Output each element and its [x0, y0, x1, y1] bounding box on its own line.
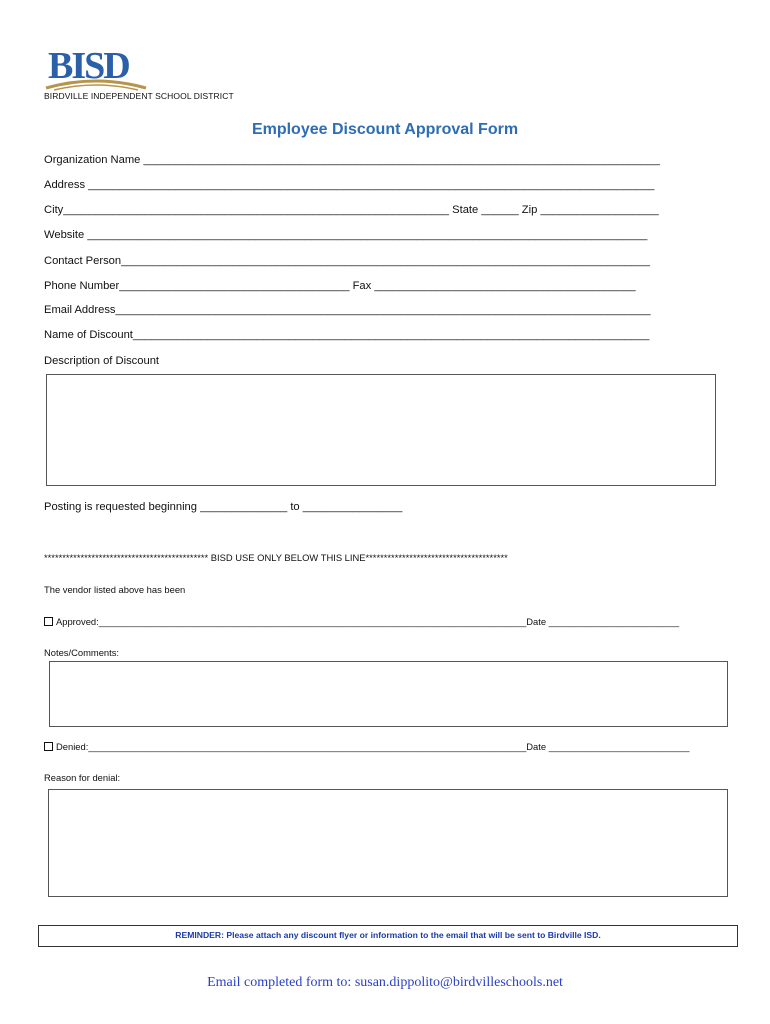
phone-fax-field[interactable]: Phone Number_____________________________________ Fax __________________________________________: [44, 280, 636, 292]
website-field[interactable]: Website __________________________________________________________________________________________: [44, 229, 648, 241]
reminder-banner: REMINDER: Please attach any discount flyer or information to the email that will be sent to Birdville ISD.: [38, 925, 738, 947]
denied-row: [44, 741, 689, 752]
bisd-use-separator: ********************************************* BISD USE ONLY BELOW THIS LINE***************************************: [44, 552, 508, 563]
posting-requested-field[interactable]: Posting is requested beginning ______________ to ________________: [44, 501, 403, 513]
logo-text: BISD: [48, 45, 129, 87]
name-of-discount-field[interactable]: Name of Discount___________________________________________________________________________________: [44, 329, 650, 341]
email-address-field[interactable]: Email Address______________________________________________________________________________________: [44, 304, 651, 316]
approved-checkbox[interactable]: [44, 617, 53, 626]
notes-label: Notes/Comments:: [44, 647, 120, 658]
email-instruction: Email completed form to: susan.dippolito@birdvilleschools.net: [207, 975, 563, 990]
denied-line[interactable]: Denied:____________________________________________________________________________________Date ___________________________: [56, 741, 690, 752]
organization-name-field[interactable]: Organization Name ___________________________________________________________________________________: [44, 154, 660, 166]
notes-textbox[interactable]: [49, 661, 728, 727]
approved-row: [44, 616, 679, 627]
description-label: Description of Discount: [44, 355, 160, 367]
address-field[interactable]: Address ___________________________________________________________________________________________: [44, 179, 655, 191]
approved-line[interactable]: Approved:__________________________________________________________________________________Date _________________________: [56, 616, 680, 627]
denied-checkbox[interactable]: [44, 742, 53, 751]
contact-person-field[interactable]: Contact Person_____________________________________________________________________________________: [44, 255, 650, 267]
description-textbox[interactable]: [46, 374, 716, 486]
vendor-status-label: The vendor listed above has been: [44, 584, 186, 595]
district-name: BIRDVILLE INDEPENDENT SCHOOL DISTRICT: [44, 91, 234, 101]
reason-textbox[interactable]: [48, 789, 728, 897]
form-title: Employee Discount Approval Form: [251, 121, 519, 138]
city-state-zip-field[interactable]: City______________________________________________________________ State ______ Zip ___________________: [44, 204, 659, 216]
reason-label: Reason for denial:: [44, 772, 121, 783]
bisd-logo: [44, 44, 148, 92]
